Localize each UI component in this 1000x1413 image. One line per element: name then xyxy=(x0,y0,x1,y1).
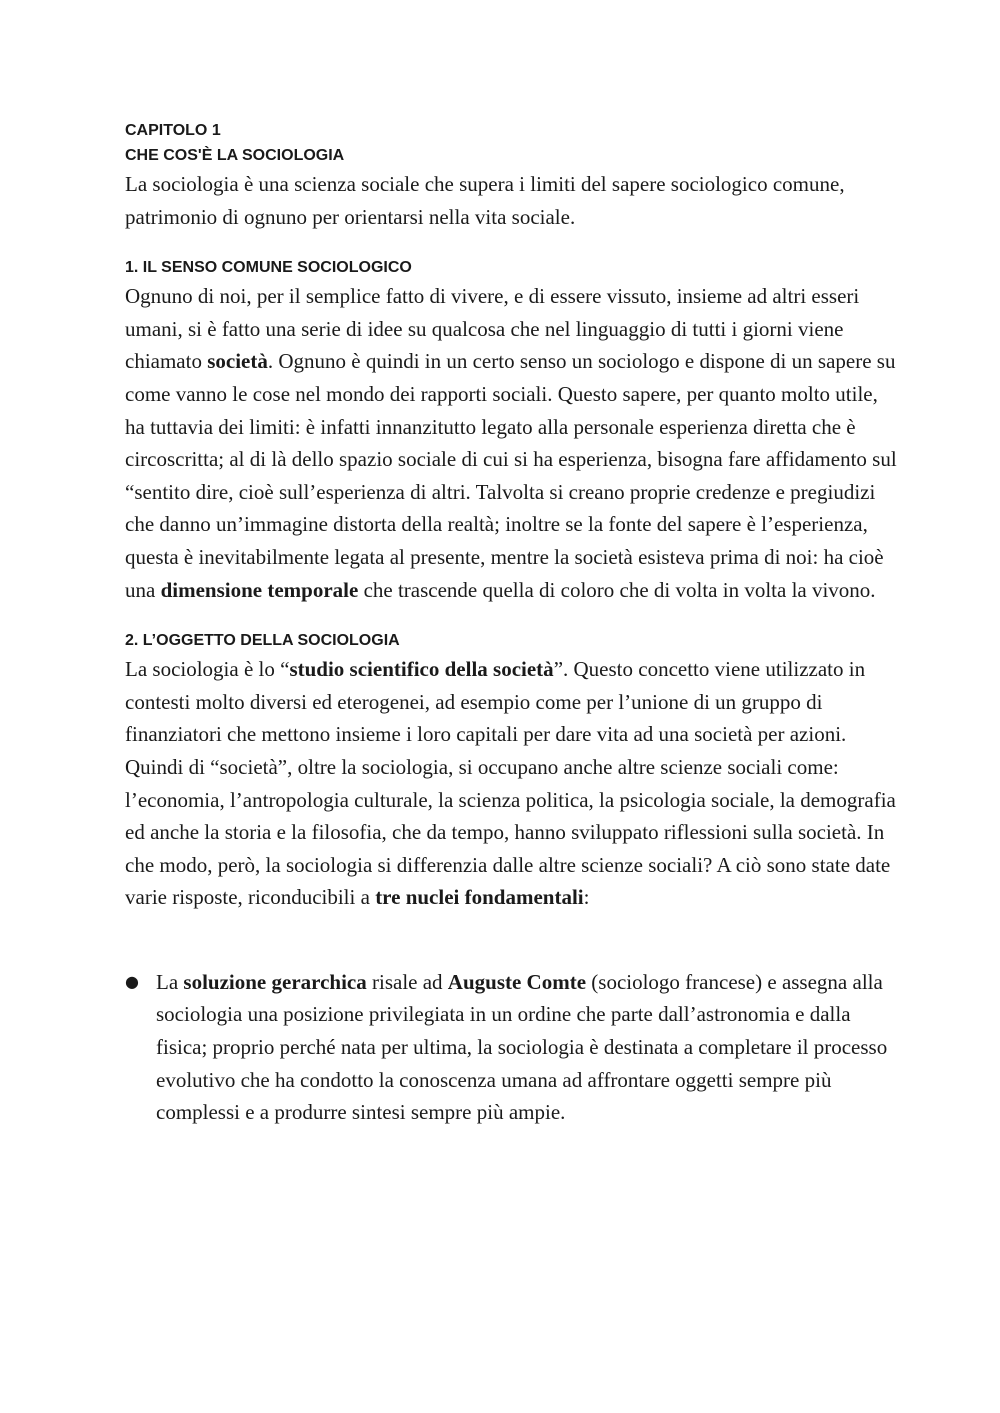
chapter-intro: La sociologia è una scienza sociale che supera i limiti del sapere sociologico comune, patrimonio di ognuno per orientarsi nella vita sociale. xyxy=(125,172,845,229)
section-1-bold-society: società xyxy=(207,349,268,374)
section-2-bold-nuclei: tre nuclei fondamentali xyxy=(375,885,584,910)
section-2-text-2: ”. Questo concetto viene utilizzato in contesti molto diversi ed eterogenei, ad esempio come per l’unione di un gruppo di finanziatori che mettono insieme i loro capitali per dare vita ad una società per azioni. Quindi di “società”, oltre la sociologia, si occupano anche altre scienze sociali come: l’economia, l’antropologia culturale, la scienza politica, la psicologia sociale, la demografia ed anche la storia e la filosofia, che da tempo, hanno sviluppato riflessioni sulla società. In che modo, però, la sociologia si differenzia dalle altre scienze sociali? A ciò sono state date varie risposte, riconducibili a xyxy=(125,657,896,910)
section-2-text-3: : xyxy=(583,885,590,910)
chapter-label: CAPITOLO 1 xyxy=(125,122,221,139)
bullet-text-1: La xyxy=(156,969,184,994)
section-1-text-1: Ognuno di noi, per il semplice fatto di vivere, e di essere vissuto, insieme ad altri esseri umani, si è fatto una serie di idee su qualcosa che nel linguaggio di tutti i giorni viene chiamato xyxy=(125,284,860,374)
section-1-paragraph xyxy=(125,280,900,606)
bullet-bold-comte: Auguste Comte xyxy=(447,969,587,994)
section-1-text-2: . Ognuno è quindi in un certo senso un sociologo e dispone di un sapere su come vanno le cose nel mondo dei rapporti sociali. Questo sapere, per quanto molto utile, ha tuttavia dei limiti: è infatti innanzitutto legato alla personale esperienza diretta che è circoscritta; al di là dello spazio sociale di cui si ha esperienza, bisogna fare affidamento sul “sentito dire, cioè sull’esperienza di altri. Talvolta si creano proprie credenze e pregiudizi che danno un’immagine distorta della realtà; inoltre se la fonte del sapere è l’esperienza, questa è inevitabilmente legata al presente, mentre la società esisteva prima di noi: ha cioè una xyxy=(125,349,897,602)
bullet-text-3: (sociologo francese) e assegna alla sociologia una posizione privilegiata in un ordine che parte dall’astronomia e dalla fisica; proprio perché nata per ultima, la sociologia è destinata a completare il processo evolutivo che ha condotto la conoscenza umana ad affrontare oggetti sempre più complessi e a produrre sintesi sempre più ampie. xyxy=(156,969,888,1125)
section-2-bold-study: studio scientifico della società xyxy=(289,657,554,682)
section-1-heading: 1. IL SENSO COMUNE SOCIOLOGICO xyxy=(125,259,412,277)
document-page xyxy=(125,118,900,1129)
chapter-title: CHE COS'È LA SOCIOLOGIA xyxy=(125,147,345,164)
section-2-text-1: La sociologia è lo “ xyxy=(125,657,290,682)
bullet-bold-hierarchical: soluzione gerarchica xyxy=(183,969,367,994)
section-2-heading: 2. L’OGGETTO DELLA SOCIOLOGIA xyxy=(125,632,400,650)
section-2-paragraph xyxy=(125,653,900,914)
section-1-bold-temporal: dimensione temporale xyxy=(160,577,359,602)
bullet-list xyxy=(125,966,900,1129)
section-1-text-3: che trascende quella di coloro che di volta in volta la vivono. xyxy=(358,577,876,602)
bullet-text-2: risale ad xyxy=(366,969,448,994)
list-item xyxy=(125,966,900,1129)
bullet-icon: ● xyxy=(125,971,139,991)
